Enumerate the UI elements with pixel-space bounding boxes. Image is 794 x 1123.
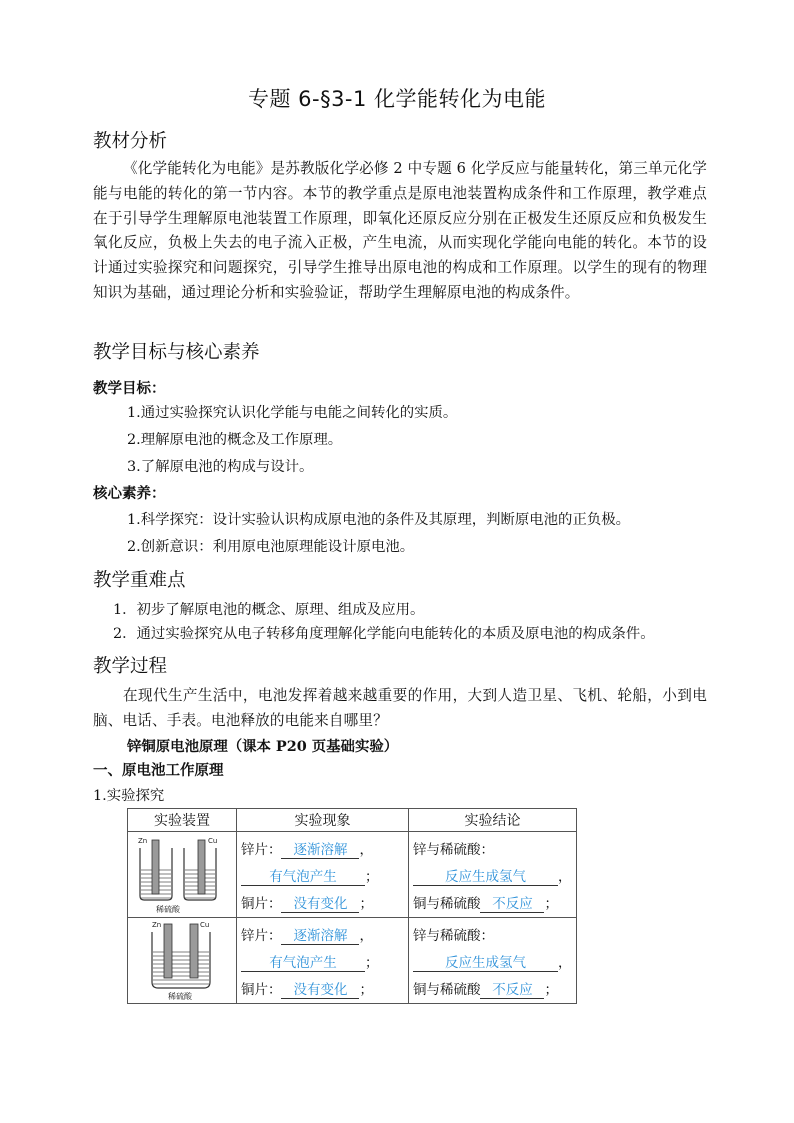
goal-item: 2.理解原电池的概念及工作原理。	[127, 432, 343, 448]
table-header: 实验装置	[128, 809, 237, 832]
conclusion-zinc-label: 锌与稀硫酸：	[412, 842, 494, 858]
punct: ；	[359, 982, 373, 998]
copper-label: 铜片：	[240, 982, 282, 998]
punct: ，	[557, 869, 572, 885]
table-header: 实验现象	[236, 809, 408, 832]
conclusion-copper-label: 铜与稀硫酸	[412, 896, 481, 912]
copper-label: 铜片：	[240, 896, 282, 912]
punct: ，	[557, 955, 572, 971]
punct: ；	[359, 896, 373, 912]
answer-blank: 不反应	[480, 892, 544, 913]
phenomenon-cell	[236, 832, 408, 918]
table-header-row	[128, 809, 577, 832]
acid-label: 稀硫酸	[168, 992, 192, 1001]
table-row	[128, 832, 577, 918]
analysis-paragraph: 《化学能转化为电能》是苏教版化学必修 2 中专题 6 化学反应与能量转化，第三单元化学能与电能的转化的第一节内容。本节的教学重点是原电池装置构成条件和工作原理，教学难点在于引导学生理解原电池装置工作原理，即氧化还原反应分别在正极发生还原反应和负极发生氧化反应，负极上失去的电子流入正极，产生电流，从而实现化学能向电能的转化。本节的设计通过实验探究和问题探究，引导学生推导出原电池的构成和工作原理。以学生的现有的物理知识为基础，通过理论分析和实验验证，帮助学生理解原电池的构成条件。	[93, 160, 707, 301]
goal-item: 1.通过实验探究认识化学能与电能之间转化的实质。	[127, 405, 458, 421]
page-title: 专题 6-§3-1 化学能转化为电能	[247, 87, 547, 111]
part1-heading: 一、原电池工作原理	[93, 763, 224, 779]
answer-blank: 反应生成氢气	[413, 951, 558, 972]
punct: ；	[544, 982, 558, 998]
key-point-item: 1．初步了解原电池的概念、原理、组成及应用。	[113, 602, 425, 618]
table-row	[128, 918, 577, 1004]
punct: ，	[359, 928, 373, 944]
answer-blank: 有气泡产生	[241, 951, 365, 972]
core-subheading: 核心素养：	[93, 486, 166, 502]
punct: ，	[359, 842, 373, 858]
goal-item: 3.了解原电池的构成与设计。	[127, 459, 314, 475]
key-point-item: 2．通过实验探究从电子转移角度理解化学能向电能转化的本质及原电池的构成条件。	[113, 626, 655, 642]
table-header: 实验结论	[408, 809, 576, 832]
zinc-label: 锌片：	[240, 842, 282, 858]
answer-blank: 不反应	[480, 978, 544, 999]
answer-blank: 没有变化	[281, 978, 359, 999]
zinc-label: 锌片：	[240, 928, 282, 944]
section-heading-analysis: 教材分析	[93, 131, 168, 152]
conclusion-copper-label: 铜与稀硫酸	[412, 982, 481, 998]
goals-subheading: 教学目标：	[93, 381, 166, 397]
answer-blank: 逐渐溶解	[281, 924, 359, 945]
section-heading-goals: 教学目标与核心素养	[93, 342, 260, 363]
core-item: 1.科学探究：设计实验认识构成原电池的条件及其原理，判断原电池的正负极。	[127, 512, 631, 528]
phenomenon-cell	[236, 918, 408, 1004]
answer-blank: 有气泡产生	[241, 865, 365, 886]
answer-blank: 逐渐溶解	[281, 838, 359, 859]
punct: ；	[364, 869, 379, 885]
zinc-copper-single-beaker-diagram	[128, 918, 234, 1003]
punct: ；	[364, 955, 379, 971]
acid-label: 稀硫酸	[156, 905, 180, 914]
section-heading-process: 教学过程	[93, 656, 168, 677]
zn-label: Zn	[152, 921, 162, 929]
apparatus-cell	[128, 918, 237, 1004]
conclusion-cell	[408, 918, 576, 1004]
section-heading-key-points: 教学重难点	[93, 570, 186, 591]
zn-label: Zn	[138, 837, 148, 845]
punct: ；	[544, 896, 558, 912]
zinc-copper-separate-beakers-diagram	[128, 832, 234, 917]
conclusion-cell	[408, 832, 576, 918]
answer-blank: 反应生成氢气	[413, 865, 558, 886]
conclusion-zinc-label: 锌与稀硫酸：	[412, 928, 494, 944]
cu-label: Cu	[208, 837, 218, 845]
answer-blank: 没有变化	[281, 892, 359, 913]
process-paragraph: 在现代生产生活中，电池发挥着越来越重要的作用，大到人造卫星、飞机、轮船，小到电脑、电话、手表。电池释放的电能来自哪里？	[93, 687, 707, 729]
part1-subheading: 1.实验探究	[93, 788, 165, 804]
cu-label: Cu	[200, 921, 210, 929]
experiment-title: 锌铜原电池原理（课本 P20 页基础实验）	[127, 738, 399, 755]
apparatus-cell	[128, 832, 237, 918]
experiment-table	[127, 808, 577, 1004]
core-item: 2.创新意识：利用原电池原理能设计原电池。	[127, 539, 415, 555]
